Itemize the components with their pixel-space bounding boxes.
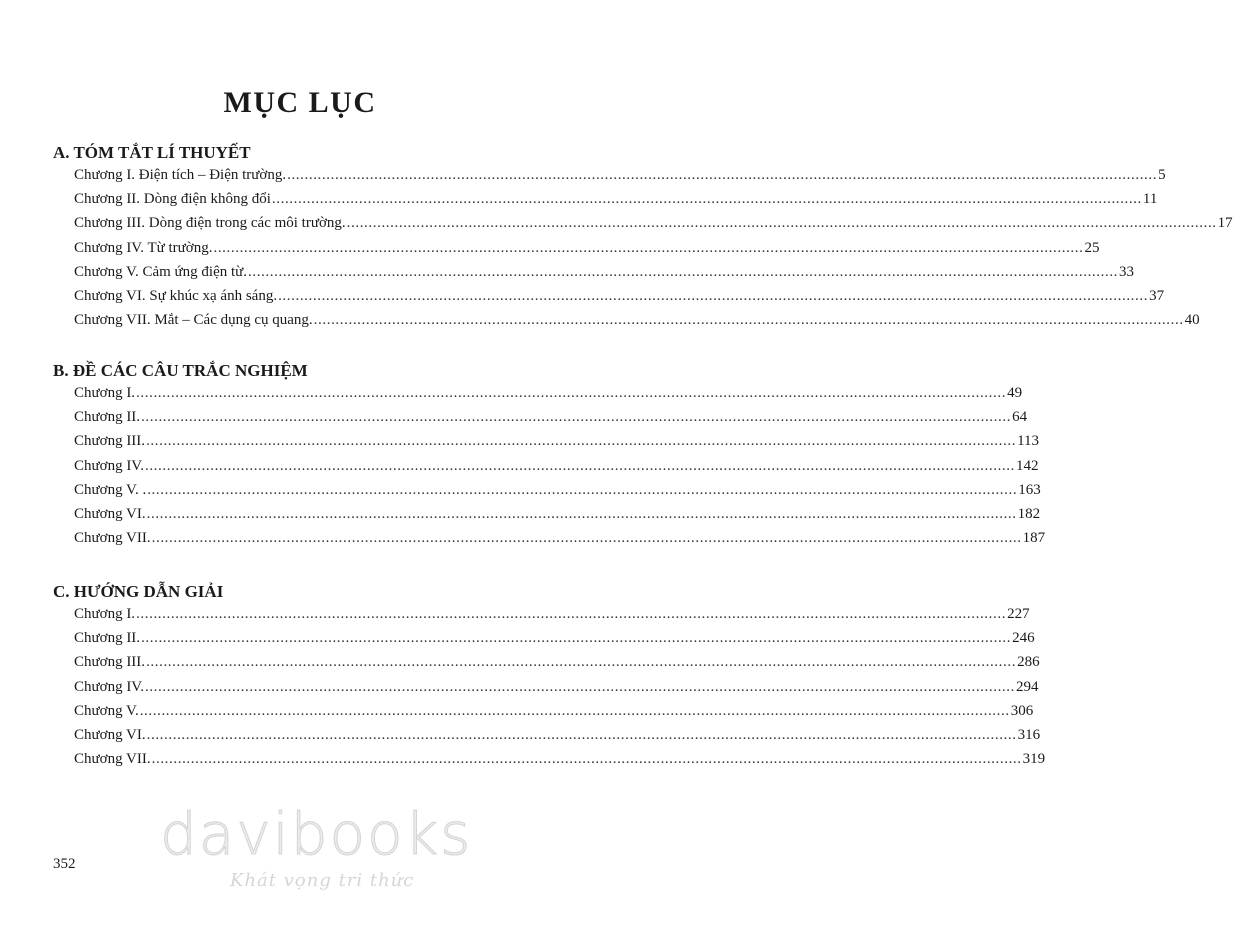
- dot-leader: ........................................................................................................................................................................................................: [278, 287, 1149, 304]
- toc-entry-page: 286: [1017, 654, 1040, 671]
- dot-leader: ........................................................................................................................................................................................................: [313, 312, 1184, 329]
- toc-entry: [74, 630, 1035, 654]
- toc-entry-label: Chương V.: [74, 702, 139, 719]
- toc-entry-label: Chương V. Cảm ứng điện từ.: [74, 263, 248, 280]
- dot-leader: ........................................................................................................................................................................................................: [346, 215, 1217, 232]
- toc-entry: [74, 239, 1100, 264]
- toc-entry: [74, 167, 1166, 191]
- toc-entry-page: 11: [1142, 191, 1158, 208]
- toc-entry-page: 64: [1012, 409, 1028, 426]
- toc-entry-page: 319: [1022, 751, 1046, 768]
- toc-entry-list: [74, 167, 1233, 336]
- toc-entry-page: 142: [1015, 457, 1039, 474]
- toc-entry-page: 163: [1018, 481, 1041, 498]
- section-heading: C. HƯỚNG DẪN GIẢI: [53, 582, 224, 601]
- toc-entry: [74, 287, 1165, 312]
- toc-entry-label: Chương IV. Từ trường.: [74, 239, 213, 256]
- toc-entry-page: 246: [1012, 630, 1035, 647]
- dot-leader: ........................................................................................................................................................................................................: [151, 751, 1022, 768]
- dot-leader: ........................................................................................................................................................................................................: [213, 239, 1084, 256]
- dot-leader: ........................................................................................................................................................................................................: [141, 409, 1012, 426]
- watermark-brand: davibooks: [160, 800, 473, 868]
- toc-entry-label: Chương III.: [74, 433, 146, 450]
- toc-entry: [74, 215, 1233, 239]
- dot-leader: ........................................................................................................................................................................................................: [271, 191, 1142, 208]
- toc-entry-label: Chương III. Dòng điện trong các môi trường.: [74, 215, 346, 232]
- toc-entry: [74, 481, 1041, 506]
- dot-leader: ........................................................................................................................................................................................................: [141, 630, 1012, 647]
- toc-entry: [74, 433, 1040, 457]
- toc-entry-page: 25: [1084, 239, 1100, 256]
- toc-entry-page: 294: [1015, 678, 1039, 695]
- toc-entry-label: Chương IV.: [74, 678, 144, 695]
- dot-leader: ........................................................................................................................................................................................................: [146, 433, 1017, 450]
- toc-entry-label: Chương II. Dòng điện không đổi: [74, 191, 271, 208]
- dot-leader: ........................................................................................................................................................................................................: [147, 481, 1018, 498]
- toc-entry-label: Chương I. Điện tích – Điện trường.: [74, 167, 287, 183]
- toc-entry-page: 40: [1184, 312, 1200, 329]
- toc-entry-label: Chương VII.: [74, 530, 151, 547]
- section-heading: B. ĐỀ CÁC CÂU TRẮC NGHIỆM: [53, 361, 308, 380]
- toc-entry-page: 316: [1017, 726, 1041, 743]
- dot-leader: ........................................................................................................................................................................................................: [136, 606, 1007, 622]
- toc-entry: [74, 263, 1135, 288]
- dot-leader: ........................................................................................................................................................................................................: [287, 167, 1158, 183]
- toc-entry: [74, 505, 1041, 530]
- toc-entry: [74, 726, 1041, 751]
- toc-entry: [74, 678, 1039, 703]
- toc-entry: [74, 191, 1158, 215]
- dot-leader: ........................................................................................................................................................................................................: [151, 530, 1022, 547]
- watermark: [160, 800, 473, 900]
- dot-leader: ........................................................................................................................................................................................................: [146, 505, 1017, 522]
- toc-entry: [74, 530, 1046, 554]
- page-title: MỤC LỤC: [223, 86, 377, 119]
- toc-entry-label: Chương II.: [74, 630, 141, 647]
- toc-entry: [74, 702, 1034, 727]
- toc-entry: [74, 654, 1040, 678]
- toc-entry-page: 227: [1007, 606, 1030, 622]
- toc-entry-page: 306: [1010, 702, 1034, 719]
- dot-leader: ........................................................................................................................................................................................................: [144, 457, 1015, 474]
- toc-entry-label: Chương VI.: [74, 505, 146, 522]
- dot-leader: ........................................................................................................................................................................................................: [139, 702, 1010, 719]
- toc-entry-label: Chương VI.: [74, 726, 146, 743]
- section-heading: A. TÓM TẮT LÍ THUYẾT: [53, 143, 251, 162]
- toc-entry-label: Chương V. .: [74, 481, 147, 498]
- toc-entry-page: 37: [1149, 287, 1165, 304]
- toc-entry-label: Chương VII.: [74, 751, 151, 768]
- toc-entry-label: Chương I.: [74, 385, 136, 401]
- toc-entry-list: [74, 606, 1046, 775]
- page-number: 352: [53, 856, 76, 872]
- toc-entry: [74, 606, 1030, 630]
- toc-entry-page: 187: [1022, 530, 1046, 547]
- toc-entry: [74, 751, 1046, 775]
- toc-entry-label: Chương IV.: [74, 457, 144, 474]
- toc-entry-label: Chương II.: [74, 409, 141, 426]
- dot-leader: ........................................................................................................................................................................................................: [146, 654, 1017, 671]
- toc-entry-label: Chương III.: [74, 654, 146, 671]
- toc-entry: [74, 312, 1200, 336]
- toc-entry-page: 33: [1119, 263, 1135, 280]
- toc-entry-page: 182: [1017, 505, 1041, 522]
- watermark-tagline: Khát vọng tri thức: [230, 870, 415, 891]
- toc-entry-page: 49: [1007, 385, 1023, 401]
- dot-leader: ........................................................................................................................................................................................................: [248, 263, 1119, 280]
- dot-leader: ........................................................................................................................................................................................................: [144, 678, 1015, 695]
- toc-entry: [74, 457, 1039, 482]
- toc-entry: [74, 385, 1023, 409]
- toc-entry-label: Chương I.: [74, 606, 136, 622]
- dot-leader: ........................................................................................................................................................................................................: [146, 726, 1017, 743]
- toc-entry-page: 17: [1217, 215, 1233, 232]
- toc-entry-page: 5: [1158, 167, 1166, 183]
- dot-leader: ........................................................................................................................................................................................................: [136, 385, 1007, 401]
- toc-entry-list: [74, 385, 1046, 554]
- toc-entry-label: Chương VI. Sự khúc xạ ánh sáng.: [74, 287, 278, 304]
- toc-entry-label: Chương VII. Mắt – Các dụng cụ quang.: [74, 312, 313, 329]
- toc-entry-page: 113: [1017, 433, 1040, 450]
- toc-entry: [74, 409, 1028, 433]
